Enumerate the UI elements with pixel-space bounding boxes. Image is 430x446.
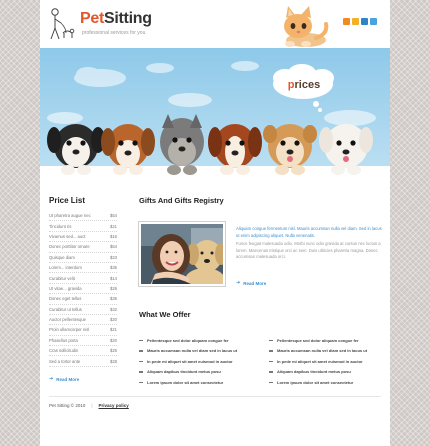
logo-dog-walker-icon[interactable]	[46, 6, 76, 42]
woman-with-dog-photo	[139, 222, 225, 286]
price-item-label: Proin ullamcorper nisl	[49, 327, 90, 333]
gifts-read-more-link[interactable]	[236, 280, 266, 286]
price-item-price: $54	[110, 244, 117, 250]
offer-item[interactable]	[269, 377, 381, 388]
bullet-icon	[139, 361, 143, 363]
price-list-item[interactable]	[49, 263, 117, 273]
gifts-body-text: Fusce feugiat malesuada odio. Morbi nunc odio gravida at cursus nec luctus a lorem. Maecenas tristique orci ac sem. Duis ultricies pharetra magna. Donec accumsan malesuada orci.	[236, 241, 381, 259]
price-list-item[interactable]	[49, 315, 117, 325]
site-logo-title[interactable]	[80, 10, 152, 28]
offer-item[interactable]	[139, 335, 251, 346]
offer-item-text: Pellentesque sed dolor aliquam congue fer	[277, 337, 359, 343]
bullet-icon	[139, 350, 143, 352]
price-list	[49, 211, 117, 367]
price-item-price: $26	[110, 285, 117, 291]
offer-item[interactable]	[269, 335, 381, 346]
price-item-price: $21	[110, 327, 117, 333]
footer	[49, 403, 129, 408]
price-item-price: $35	[110, 296, 117, 302]
price-item-price: $35	[110, 265, 117, 271]
offer-item-text: Lorem ipsum dolor sit amet consectetur	[147, 379, 224, 385]
offer-item-text: Aliquam dapibus tincidunt metus posu	[277, 369, 351, 375]
privacy-policy-link[interactable]: Privacy policy	[98, 403, 129, 408]
offer-item[interactable]	[269, 367, 381, 378]
header	[40, 0, 390, 48]
footer-separator: |	[91, 403, 93, 408]
facebook-icon[interactable]	[361, 18, 368, 25]
offer-item-text: In pede mi aliquet sit amet euismod in auctor	[147, 358, 233, 364]
price-item-price: $25	[110, 348, 117, 354]
offer-item-text: Lorem ipsum dolor sit amet consectetur	[277, 379, 354, 385]
read-more-label: Read More	[56, 376, 80, 382]
bullet-icon	[139, 382, 143, 384]
price-item-label: Auctor pellentesque	[49, 317, 87, 323]
bullet-icon	[139, 340, 143, 342]
price-item-price: $20	[110, 337, 117, 343]
prices-bubble-prefix: p	[287, 79, 295, 91]
offer-item[interactable]	[139, 346, 251, 357]
price-list-title: Price List	[49, 196, 86, 205]
price-list-item[interactable]	[49, 284, 117, 294]
bullet-icon	[269, 350, 273, 352]
price-item-label: Quisque diam	[49, 254, 75, 260]
social-links	[343, 18, 377, 25]
price-list-item[interactable]	[49, 346, 117, 356]
offer-item[interactable]	[269, 346, 381, 357]
price-list-read-more-link[interactable]	[49, 376, 79, 382]
price-list-item[interactable]	[49, 242, 117, 252]
price-list-item[interactable]	[49, 211, 117, 221]
price-item-price: $32	[110, 306, 117, 312]
arrow-right-icon: ➜	[236, 280, 241, 286]
read-more-label: Read More	[243, 280, 267, 286]
price-item-label: Curabitur velit	[49, 275, 75, 281]
bullet-icon	[269, 340, 273, 342]
price-item-label: Phasellus porta	[49, 337, 78, 343]
offer-list-right	[269, 335, 381, 388]
logo-sitting-word: Sitting	[104, 10, 152, 27]
hero-banner[interactable]	[40, 48, 390, 180]
price-item-label: Sed a tortor ante	[49, 358, 81, 364]
price-item-price: $54	[110, 213, 117, 219]
offer-title: What We Offer	[139, 310, 191, 319]
price-item-price: $20	[110, 317, 117, 323]
twitter-icon[interactable]	[370, 18, 377, 25]
gifts-section	[139, 196, 379, 205]
price-item-label: Vivamus sed... auct	[49, 233, 86, 239]
arrow-right-icon: ➜	[49, 376, 54, 382]
price-list-item[interactable]	[49, 356, 117, 366]
logo-pet-word: Pet	[80, 10, 104, 27]
price-item-price: $28	[110, 358, 117, 364]
offer-item-text: Pellentesque sed dolor aliquam congue fer	[147, 337, 229, 343]
price-list-item[interactable]	[49, 253, 117, 263]
price-item-label: Tincidunt ris	[49, 223, 72, 229]
delicious-icon[interactable]	[352, 18, 359, 25]
price-item-label: Curabitur ut tellus	[49, 306, 82, 312]
price-item-price: $23	[110, 254, 117, 260]
prices-bubble-text[interactable]	[278, 79, 330, 91]
page	[40, 0, 390, 446]
kitten-icon	[276, 4, 330, 48]
price-list-item[interactable]	[49, 305, 117, 315]
price-list-item[interactable]	[49, 273, 117, 283]
price-item-label: Donec porttitor ornare	[49, 244, 90, 250]
price-item-label: Lorem... interdum	[49, 265, 82, 271]
footer-copyright: Pet Sitting © 2010	[49, 403, 86, 408]
price-list-item[interactable]	[49, 325, 117, 335]
offer-item-text: Aliquam dapibus tincidunt metus posu	[147, 369, 221, 375]
offer-item[interactable]	[269, 356, 381, 367]
offer-list-left	[139, 335, 251, 388]
bullet-icon	[269, 382, 273, 384]
rss-icon[interactable]	[343, 18, 350, 25]
site-tagline: professional services for you	[82, 30, 146, 36]
price-list-item[interactable]	[49, 294, 117, 304]
bullet-icon	[139, 371, 143, 373]
price-item-price: $14	[110, 275, 117, 281]
price-item-label: Ut vitae... gravida	[49, 285, 82, 291]
price-list-item[interactable]	[49, 336, 117, 346]
price-list-item[interactable]	[49, 221, 117, 231]
bullet-icon	[269, 361, 273, 363]
price-list-item[interactable]	[49, 232, 117, 242]
banner-illustration	[40, 48, 390, 180]
puppy-3	[160, 114, 204, 175]
offer-item[interactable]	[139, 367, 251, 378]
offer-item-text: Mauris accumsan nulla vel diam sed in lacus ut	[147, 348, 238, 354]
price-item-label: Donec eget tellus	[49, 296, 82, 302]
price-list-sidebar	[49, 196, 117, 367]
bullet-icon	[269, 371, 273, 373]
price-item-price: $21	[110, 223, 117, 229]
prices-bubble-rest: rices	[294, 79, 321, 91]
offer-item-text: In pede mi aliquet sit amet euismod in auctor	[277, 358, 363, 364]
offer-item[interactable]	[139, 356, 251, 367]
price-item-label: Ut pharetra augue nec	[49, 213, 91, 219]
price-item-price: $16	[110, 233, 117, 239]
gifts-lead-text: Aliquam congue fermentum nisl. Mauris accumsan nulla vel diam. Sed in lacus ut enim adipiscing aliquet. Nulla venenatis.	[236, 226, 382, 238]
gifts-title: Gifts And Gifts Registry	[139, 196, 224, 205]
offer-item[interactable]	[139, 377, 251, 388]
offer-item-text: Mauris accumsan nulla vel diam sed in lacus ut	[277, 348, 368, 354]
footer-divider	[49, 396, 381, 397]
price-item-label: Cras sollicitudin	[49, 348, 79, 354]
